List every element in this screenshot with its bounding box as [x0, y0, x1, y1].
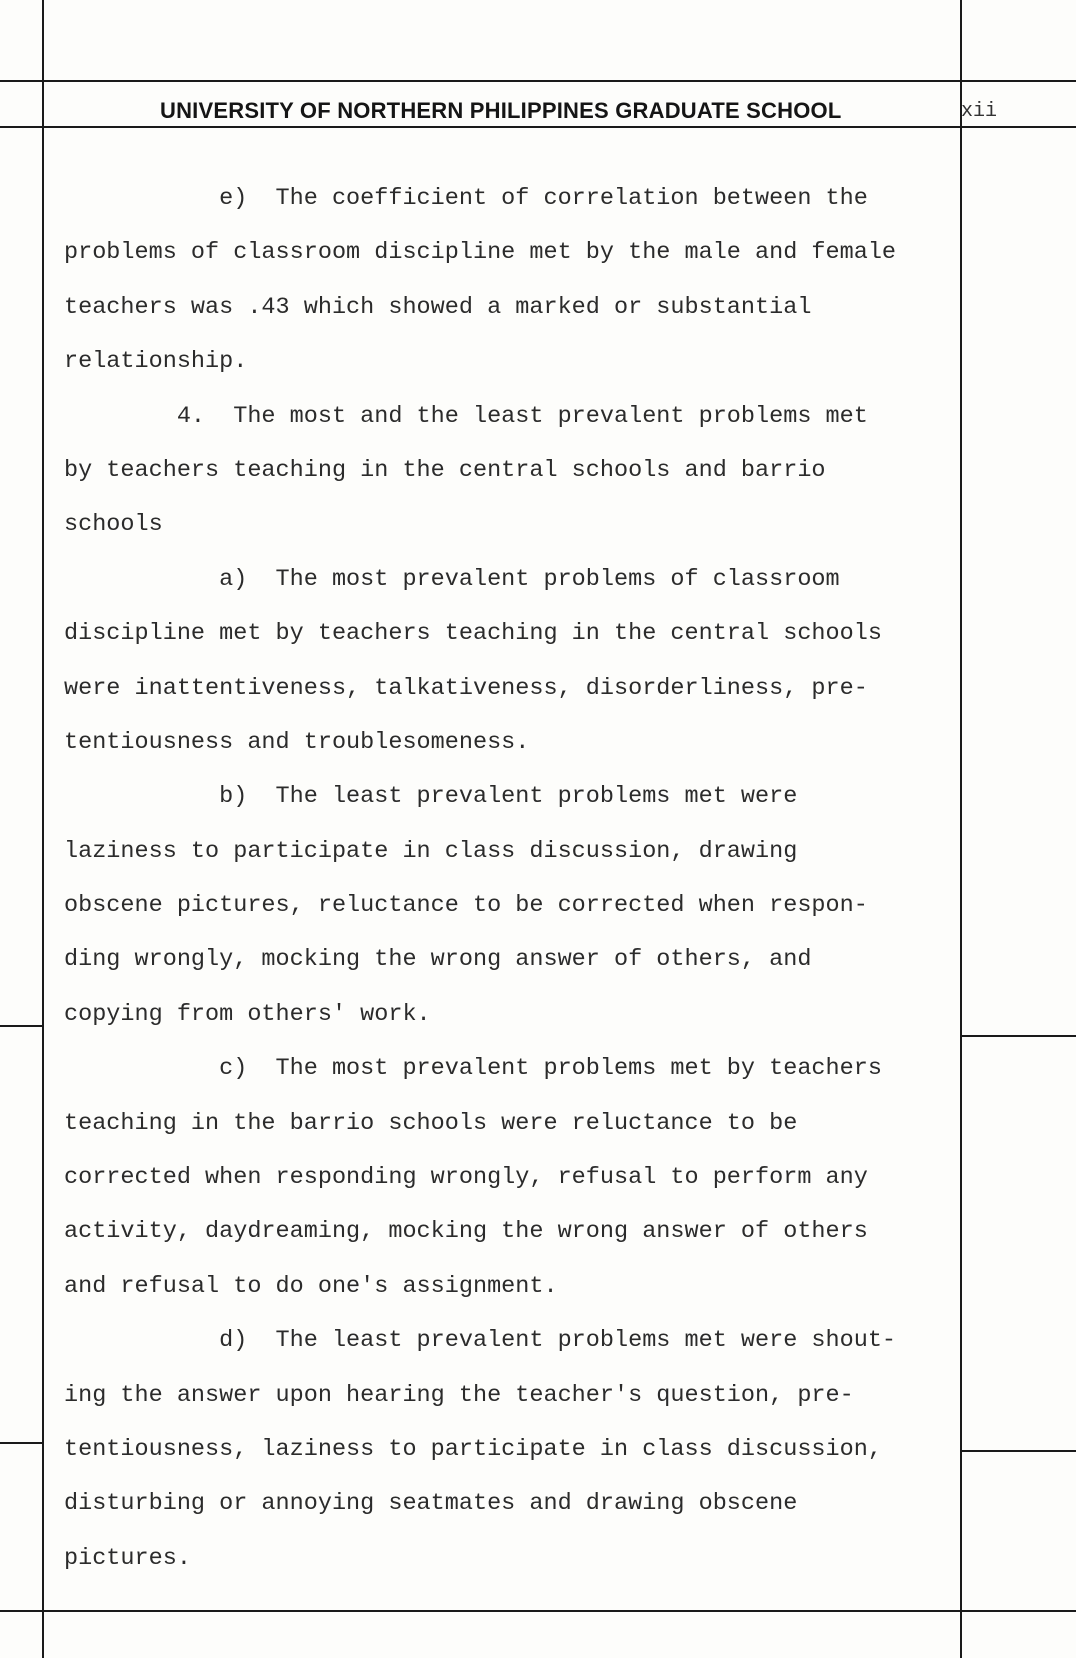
left-margin-tick — [0, 1025, 42, 1027]
text-line: relationship. — [64, 348, 248, 376]
text-line: were inattentiveness, talkativeness, disorderliness, pre- — [64, 674, 868, 702]
text-line: b) The least prevalent problems met were — [64, 783, 798, 811]
page-number: xii — [960, 100, 997, 123]
text-line: tentiousness and troublesomeness. — [64, 728, 530, 756]
text-line: activity, daydreaming, mocking the wrong answer of others — [64, 1218, 868, 1246]
text-line: 4. The most and the least prevalent problems met — [64, 402, 868, 430]
footer-rule — [0, 1610, 1076, 1612]
page-header — [48, 88, 1013, 128]
text-line: c) The most prevalent problems met by teachers — [64, 1055, 882, 1083]
text-line: ing the answer upon hearing the teacher's question, pre- — [64, 1381, 854, 1409]
text-line: tentiousness, laziness to participate in class discussion, — [64, 1435, 882, 1463]
text-line: schools — [64, 511, 163, 539]
text-line: ding wrongly, mocking the wrong answer of others, and — [64, 946, 812, 974]
header-title: UNIVERSITY OF NORTHERN PHILIPPINES GRADUATE SCHOOL — [160, 98, 842, 123]
text-line: copying from others' work. — [64, 1000, 431, 1028]
text-line: discipline met by teachers teaching in the central schools — [64, 620, 882, 648]
text-line: corrected when responding wrongly, refusal to perform any — [64, 1164, 868, 1192]
left-margin-line — [42, 0, 44, 1658]
text-line: d) The least prevalent problems met were shout- — [64, 1327, 897, 1355]
text-line: and refusal to do one's assignment. — [64, 1272, 558, 1300]
body-text — [64, 172, 1014, 1586]
header-top-rule — [0, 80, 1076, 82]
text-line: problems of classroom discipline met by the male and female — [64, 239, 897, 267]
text-line: teaching in the barrio schools were reluctance to be — [64, 1109, 798, 1137]
text-line: by teachers teaching in the central schools and barrio — [64, 456, 826, 484]
text-line: teachers was .43 which showed a marked or substantial — [64, 293, 812, 321]
text-line: a) The most prevalent problems of classroom — [64, 565, 840, 593]
left-margin-tick — [0, 1442, 42, 1444]
text-line: disturbing or annoying seatmates and drawing obscene — [64, 1490, 798, 1518]
text-line: laziness to participate in class discussion, drawing — [64, 837, 798, 865]
text-line: obscene pictures, reluctance to be corrected when respon- — [64, 892, 868, 920]
text-line: e) The coefficient of correlation between the — [64, 185, 868, 212]
text-line: pictures. — [64, 1544, 191, 1572]
